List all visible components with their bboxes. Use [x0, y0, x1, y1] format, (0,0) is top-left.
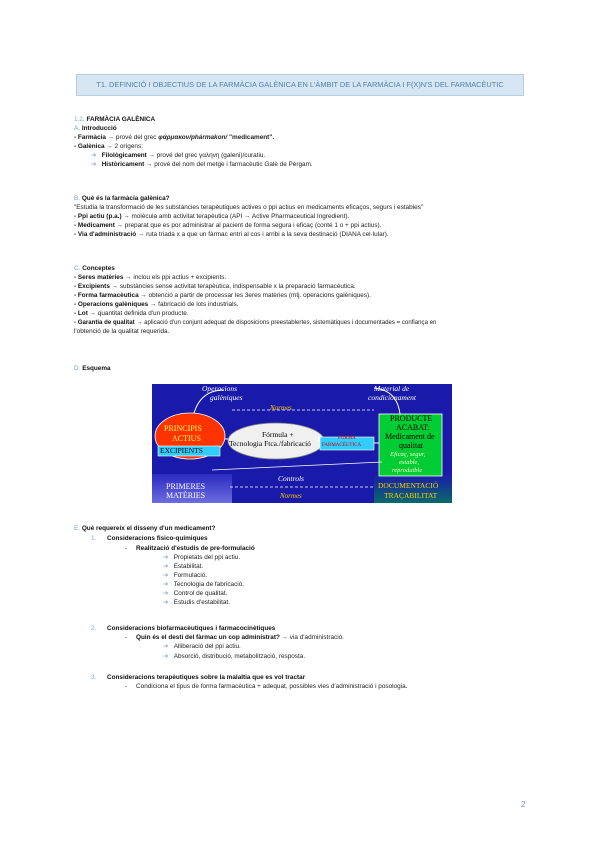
list-item: [163, 581, 244, 589]
concept-term: - Lot: [74, 310, 88, 317]
concept-term: - Seres matèries: [74, 274, 124, 281]
origin-2-term: Històricament: [101, 161, 145, 168]
design-point-1: [91, 535, 208, 543]
controls-line: [212, 462, 382, 470]
concepts-heading: [74, 265, 115, 273]
scheme-title: Esquema: [82, 365, 111, 372]
sub-text: → via d'administració.: [281, 634, 344, 641]
what-quote: "Estudia la transformació de les substàncies terapèutiques actives o ppi actius en medicaments eficaços, segurs i estables": [74, 204, 424, 211]
section-title: FARMÀCIA GALÈNICA: [86, 116, 156, 123]
sub-text: Condiciona el tipus de forma farmacèutica + adequat, possibles vies d'administració i posologia.: [136, 683, 408, 690]
farmacia-greek: φάρμακον/phármakon/: [158, 134, 228, 141]
point-number: 3.: [91, 674, 97, 681]
dash: -: [125, 545, 128, 552]
def-ppi-actiu: [74, 213, 349, 221]
design-point-2: [91, 625, 275, 633]
intro-heading: [74, 125, 117, 133]
list-item-text: Control de qualitat.: [173, 590, 228, 597]
def-text: → ruta triada x a que un fàrmac entri al cos i arribi a la seva destinació (DIANA cel·lular).: [137, 231, 389, 238]
concept-item: [74, 274, 226, 282]
list-item: [163, 554, 240, 562]
formula-label-2: Tecnologia Ftca./fabricació: [229, 439, 311, 448]
concept-text: → inclou els ppi actius + excipients.: [125, 274, 227, 281]
list-item: [163, 590, 227, 598]
normes-top-label: Normes: [270, 404, 292, 412]
concept-term: - Forma farmacèutica: [74, 292, 139, 299]
primeres-label-2: MATÈRIES: [166, 491, 206, 500]
controls-label: Controls: [278, 474, 304, 483]
concept-text: → aplicació d'un conjunt adequat de disposicions preestablertes, sistemàtiques i documentades = confiança en: [136, 319, 437, 326]
right-arrow-icon: ➔: [163, 653, 169, 660]
section-number: 1.2.: [74, 116, 85, 123]
concept-term: - Operacions galèniques: [74, 301, 149, 308]
producte-label-3: Medicament de: [385, 432, 435, 441]
right-arrow-icon: ➔: [163, 590, 169, 597]
design-point-3: [91, 674, 305, 682]
forma-label-1: FORMA: [338, 436, 356, 441]
origin-item-2: [91, 161, 313, 169]
scheme-heading: [74, 365, 111, 373]
def-term: - Via d'administració: [74, 231, 137, 238]
material-label-1: Material de: [374, 384, 410, 393]
design-point-2-sub: [125, 634, 344, 642]
def-via-administracio: [74, 231, 389, 239]
excipients-label: EXCIPIENTS: [160, 446, 203, 455]
intro-letter: A.: [74, 125, 81, 132]
sub-title: Quin és el destí del fàrmac un cop administrat?: [136, 634, 280, 641]
right-arrow-icon: ➔: [91, 152, 97, 159]
list-item-text: Propietats del ppi actiu.: [173, 554, 241, 561]
list-item: [163, 599, 230, 607]
point-title: Consideracions fisico-químiques: [107, 535, 208, 542]
list-item: [163, 572, 207, 580]
concept-item-cont: l'obtenció de la qualitat requerida.: [74, 328, 170, 335]
concept-item: [74, 301, 238, 309]
concept-term: - Excipients: [74, 283, 110, 290]
farmacia-quote: "medicament".: [228, 134, 275, 141]
page-header-banner: T1. DEFINICIÓ I OBJECTIUS DE LA FARMÀCIA GALÈNICA EN L'ÀMBIT DE LA FARMÀCIA I F(X)N'S DEL FARMACÈUTIC: [76, 74, 524, 96]
list-item-text: Formulació.: [173, 572, 208, 579]
right-arrow-icon: ➔: [163, 554, 169, 561]
what-heading: [74, 195, 170, 203]
producte-label-1: PRODUCTE: [390, 414, 433, 423]
principis-label-2: ACTIUS: [172, 434, 201, 443]
point-number: 2.: [91, 625, 97, 632]
documentacio-label-1: DOCUMENTACIÓ: [378, 481, 439, 490]
list-item: [163, 643, 241, 651]
operacions-label-2: galèniques: [210, 393, 243, 402]
producte-label-6: estable,: [399, 459, 420, 466]
concept-text: → substàncies sense activitat terapèutica, indispensable x la preparació farmacèutica.: [111, 283, 356, 290]
page-number: 2: [521, 800, 526, 809]
principis-label-1: PRINCIPIS: [164, 424, 202, 433]
formula-label-1: Fórmula +: [262, 430, 294, 439]
primeres-label-1: PRIMERES: [166, 482, 206, 491]
design-heading: [74, 525, 215, 533]
sub-title: Realització d'estudis de pre-formulació: [136, 545, 255, 552]
list-item-text: Estudis d'estabilitat.: [173, 599, 230, 606]
list-item: [163, 653, 305, 661]
dash: -: [125, 683, 128, 690]
producte-label-4: qualitat: [399, 441, 423, 450]
origin-2-def: → prové del nom del metge i farmacèutic Galè de Pèrgam.: [146, 161, 313, 168]
farmacia-def: → prové del grec: [107, 134, 157, 141]
normes-bottom-label: Normes: [280, 492, 302, 500]
farmacia-term: - Farmàcia: [74, 134, 106, 141]
def-text: → molècula amb activitat terapèutica (API → Active Pharmaceutical Ingredient).: [123, 213, 350, 220]
list-item-text: Tecnologia de fabricació.: [173, 581, 245, 588]
design-point-3-sub: [125, 683, 407, 691]
def-medicament: [74, 222, 381, 230]
producte-label-7: reproduïble: [392, 467, 423, 474]
concept-text: → obtenció a partir de processar les 3eres matèries (mtj. operacions galèniques).: [140, 292, 371, 299]
scheme-letter: D.: [74, 365, 81, 372]
producte-label-2: ACABAT:: [396, 423, 430, 432]
concept-text: → fabricació de lots industrials.: [150, 301, 239, 308]
galenica-def: → 2 orígens:: [106, 143, 143, 150]
intro-title: Introducció: [81, 125, 117, 132]
origin-1-term: Filològicament: [101, 152, 147, 159]
right-arrow-icon: ➔: [163, 563, 169, 570]
galenica-term: - Galènica: [74, 143, 105, 150]
concept-term: - Garantia de qualitat: [74, 319, 135, 326]
operacions-label-1: Operacions: [202, 384, 237, 393]
concept-item: [74, 283, 356, 291]
def-text: → preparat que es por administrar al pacient de forma segura i eficaç (conté 1 o + ppi actius).: [116, 222, 382, 229]
list-item: [163, 563, 203, 571]
list-item-text: Absorció, distribució, metabolització, resposta.: [173, 653, 306, 660]
concept-text: → quantitat definida d'un producte.: [89, 310, 189, 317]
origin-1-def: → prové del grec γαληνη (galeni)/curatiu.: [148, 152, 266, 159]
intro-line-galenica: [74, 143, 143, 151]
what-letter: B.: [74, 195, 81, 202]
design-letter: E.: [74, 525, 81, 532]
concept-item: [74, 310, 189, 318]
operacions-label: [202, 384, 237, 393]
list-item-text: Estabilitat.: [173, 563, 204, 570]
material-label-2: condicionament: [368, 393, 416, 402]
def-term: - Medicament: [74, 222, 115, 229]
producte-label-5: Eficaç, segur,: [390, 451, 426, 458]
point-title: Consideracions biofarmacèutiques i farmacocinètiques: [107, 625, 276, 632]
list-item-text: Alliberació del ppi actiu.: [173, 643, 241, 650]
galenic-scheme-diagram: [152, 384, 452, 503]
concept-item: [74, 292, 371, 300]
concept-item: [74, 319, 436, 327]
forma-label-2: FARMACÈUTICA: [322, 443, 362, 448]
what-title: Què és la farmàcia galènica?: [81, 195, 170, 202]
intro-line-farmacia: [74, 134, 274, 142]
right-arrow-icon: ➔: [91, 161, 97, 168]
origin-item-1: [91, 152, 265, 160]
dash: -: [125, 634, 128, 641]
right-arrow-icon: ➔: [163, 581, 169, 588]
right-arrow-icon: ➔: [163, 572, 169, 579]
def-term: - Ppi actiu (p.a.): [74, 213, 122, 220]
point-number: 1.: [91, 535, 97, 542]
concepts-title: Conceptes: [82, 265, 115, 272]
concepts-letter: C.: [74, 265, 81, 272]
design-title: Què requereix el disseny d'un medicament?: [81, 525, 216, 532]
point-title: Consideracions terapèutiques sobre la malaltia que es vol tractar: [107, 674, 306, 681]
documentacio-label-2: TRAÇABILITAT: [384, 491, 438, 500]
right-arrow-icon: ➔: [163, 599, 169, 606]
design-point-1-sub: [125, 545, 255, 553]
section-heading: [74, 116, 155, 124]
right-arrow-icon: ➔: [163, 643, 169, 650]
